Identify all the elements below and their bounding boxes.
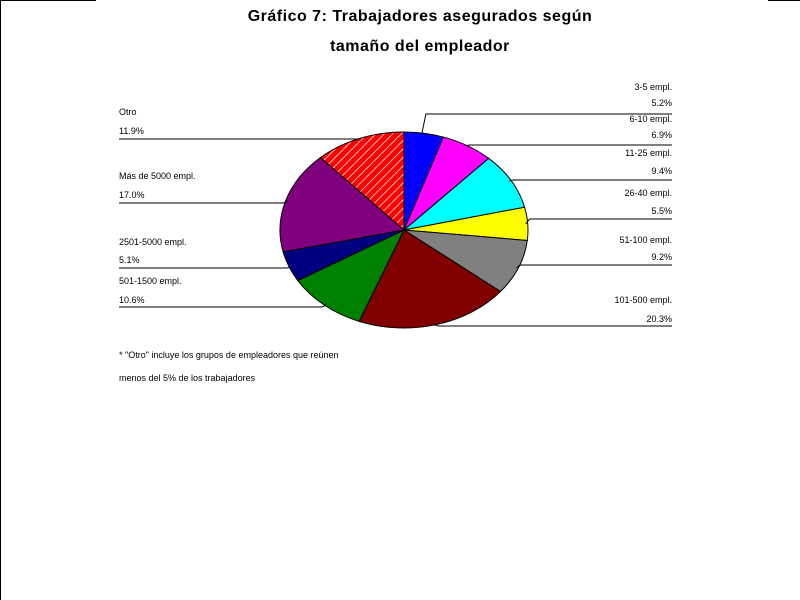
slice-label-name-9: Otro <box>119 107 137 117</box>
slice-label-name-1: 6-10 empl. <box>629 114 672 124</box>
slice-label-name-4: 51-100 empl. <box>619 235 672 245</box>
chart-title-line-2: tamaño del empleador <box>330 38 510 55</box>
slice-label-value-5: 20.3% <box>646 314 672 324</box>
slice-label-name-0: 3-5 empl. <box>634 82 672 92</box>
slice-label-name-2: 11-25 empl. <box>625 148 672 158</box>
footnote-line-1: * "Otro" incluye los grupos de empleadores que reúnen <box>119 350 339 360</box>
slice-label-value-7: 5.1% <box>119 255 140 265</box>
leader-line-6 <box>119 305 326 307</box>
leader-line-7 <box>119 267 291 268</box>
slice-label-name-5: 101-500 empl. <box>614 295 672 305</box>
leader-line-8 <box>119 201 288 203</box>
slice-label-value-4: 9.2% <box>651 252 672 262</box>
slice-label-value-9: 11.9% <box>119 126 144 136</box>
slice-label-name-6: 501-1500 empl. <box>119 276 182 286</box>
leader-line-4 <box>517 265 673 268</box>
slice-label-value-6: 10.6% <box>119 295 145 305</box>
slice-label-name-7: 2501-5000 empl. <box>119 237 187 247</box>
slice-label-value-2: 9.4% <box>651 166 672 176</box>
slice-label-value-8: 17.0% <box>119 190 145 200</box>
leader-line-2 <box>509 180 672 181</box>
leader-line-5 <box>434 325 672 326</box>
slice-label-value-1: 6.9% <box>651 130 672 140</box>
slice-label-value-3: 5.5% <box>651 206 672 216</box>
leader-line-1 <box>466 145 673 146</box>
chart-title-line-1: Gráfico 7: Trabajadores asegurados según <box>247 8 593 25</box>
slice-label-name-8: Más de 5000 empl. <box>119 171 196 181</box>
leader-line-3 <box>526 219 672 224</box>
slice-label-name-3: 26-40 empl. <box>624 188 672 198</box>
footnote-line-2: menos del 5% de los trabajadores <box>119 373 256 383</box>
slice-label-value-0: 5.2% <box>651 98 672 108</box>
